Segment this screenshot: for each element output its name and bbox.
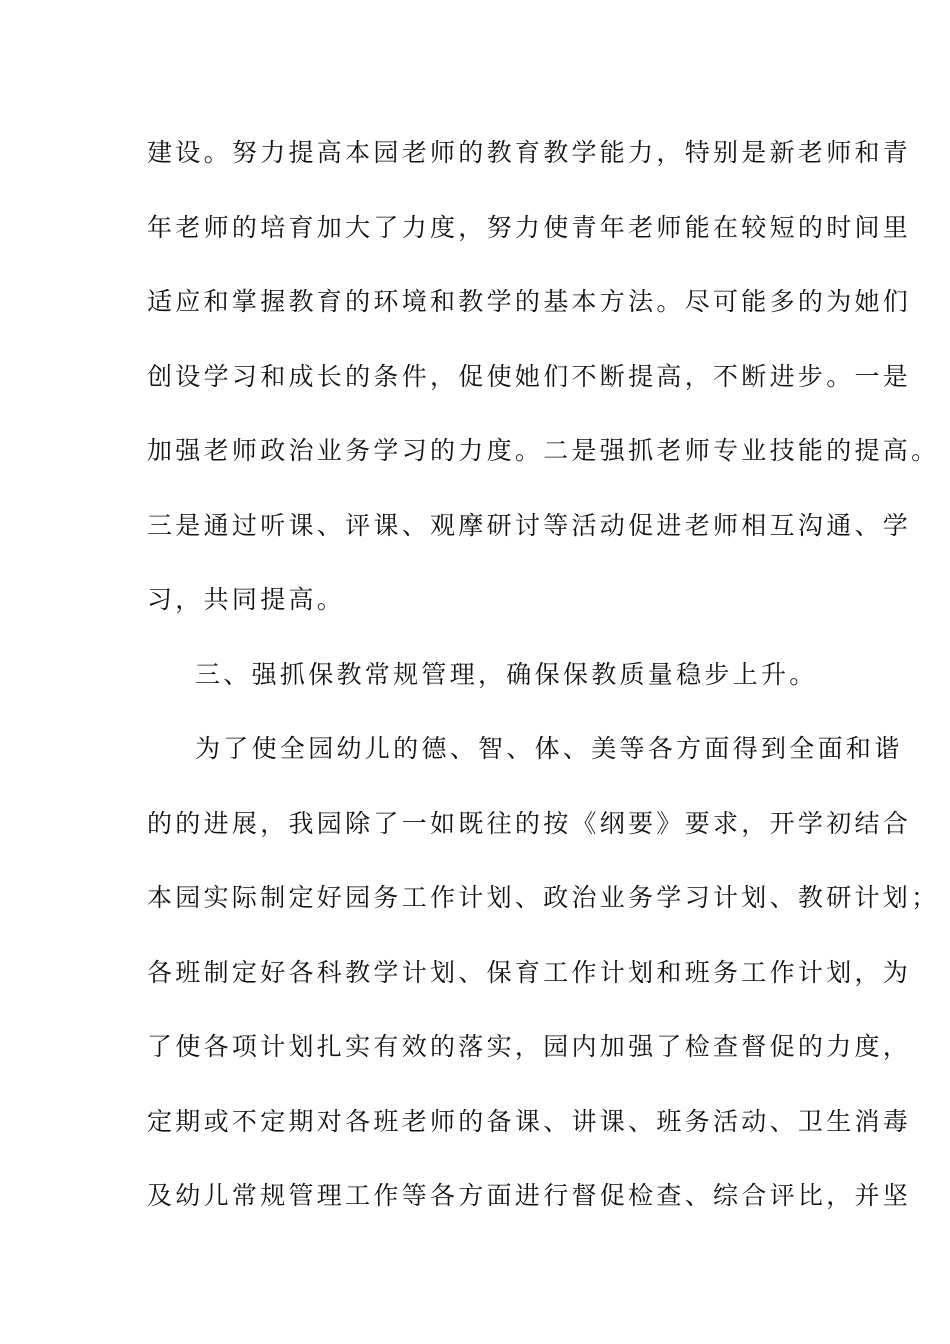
text-line-7: 习，共同提高。 (147, 585, 346, 614)
document-body (147, 128, 940, 1246)
text-line-10: 的的进展，我园除了一如既往的按《纲要》要求，开学初结合 (147, 808, 912, 838)
section-heading: 三、强抓保教常规管理，确保保教质量稳步上升。 (195, 659, 818, 689)
text-line-4: 创设学习和成长的条件，促使她们不断提高，不断进步。一是 (147, 361, 912, 391)
text-line-3: 适应和掌握教育的环境和教学的基本方法。尽可能多的为她们 (147, 287, 912, 316)
text-line-14: 定期或不定期对各班老师的备课、讲课、班务活动、卫生消毒 (147, 1106, 912, 1136)
text-line-5: 加强老师政治业务学习的力度。二是强抓老师专业技能的提高。 (147, 436, 940, 465)
text-line-1: 建设。努力提高本园老师的教育教学能力，特别是新老师和青 (147, 138, 912, 167)
text-line-12: 各班制定好各科教学计划、保育工作计划和班务工作计划，为 (147, 957, 912, 987)
text-line-13: 了使各项计划扎实有效的落实，园内加强了检查督促的力度， (147, 1032, 912, 1061)
text-line-15: 及幼儿常规管理工作等各方面进行督促检查、综合评比，并坚 (147, 1181, 912, 1210)
text-line-6: 三是通过听课、评课、观摩研讨等活动促进老师相互沟通、学 (147, 510, 912, 540)
text-line-9: 为了使全园幼儿的德、智、体、美等各方面得到全面和谐 (195, 734, 903, 763)
text-line-2: 年老师的培育加大了力度，努力使青年老师能在较短的时间里 (147, 212, 912, 242)
text-line-11: 本园实际制定好园务工作计划、政治业务学习计划、教研计划； (147, 883, 940, 912)
